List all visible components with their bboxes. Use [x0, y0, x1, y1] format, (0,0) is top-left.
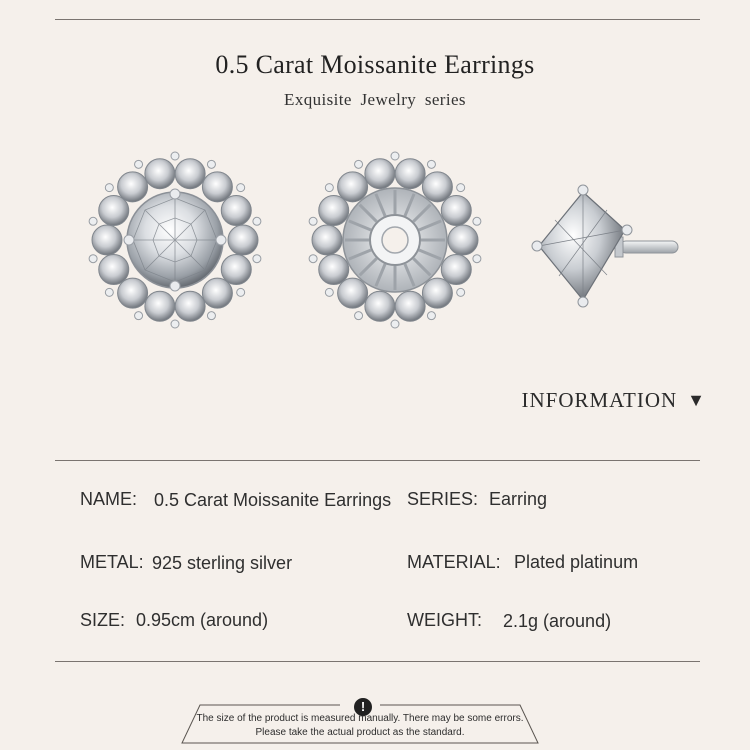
notice-line-2: Please take the actual product as the standard.	[255, 727, 465, 738]
specs-top-divider	[55, 460, 700, 461]
exclamation-icon: !	[352, 696, 374, 718]
spec-material-value: Plated platinum	[514, 552, 639, 572]
spec-weight-label: WEIGHT:	[407, 610, 482, 630]
spec-metal-value: 925 sterling silver	[152, 553, 293, 573]
earring-front-icon	[85, 150, 265, 330]
earring-back-icon	[305, 150, 485, 330]
page-subtitle: Exquisite Jewelry series	[284, 90, 466, 109]
triangle-down-icon: ▼	[687, 390, 706, 410]
specs-bottom-divider	[55, 661, 700, 662]
spec-weight-value: 2.1g (around)	[503, 611, 612, 631]
notice-line-1: The size of the product is measured manually. There may be some errors.	[196, 713, 524, 724]
spec-size-label: SIZE:	[80, 610, 126, 630]
notice-text	[180, 712, 540, 740]
spec-series-value: Earring	[489, 489, 548, 509]
earring-side-icon	[525, 180, 685, 310]
spec-name-label: NAME:	[80, 489, 138, 509]
spec-metal-label: METAL:	[80, 552, 144, 572]
information-heading	[521, 388, 706, 413]
page-title: 0.5 Carat Moissanite Earrings	[215, 50, 535, 79]
spec-name-value: 0.5 Carat Moissanite Earrings	[154, 490, 392, 510]
spec-size-value: 0.95cm (around)	[136, 610, 269, 630]
spec-material-label: MATERIAL:	[407, 552, 501, 572]
information-label: INFORMATION	[521, 388, 678, 412]
top-divider	[55, 19, 700, 20]
measurement-notice	[180, 699, 540, 744]
spec-series-label: SERIES:	[407, 489, 479, 509]
